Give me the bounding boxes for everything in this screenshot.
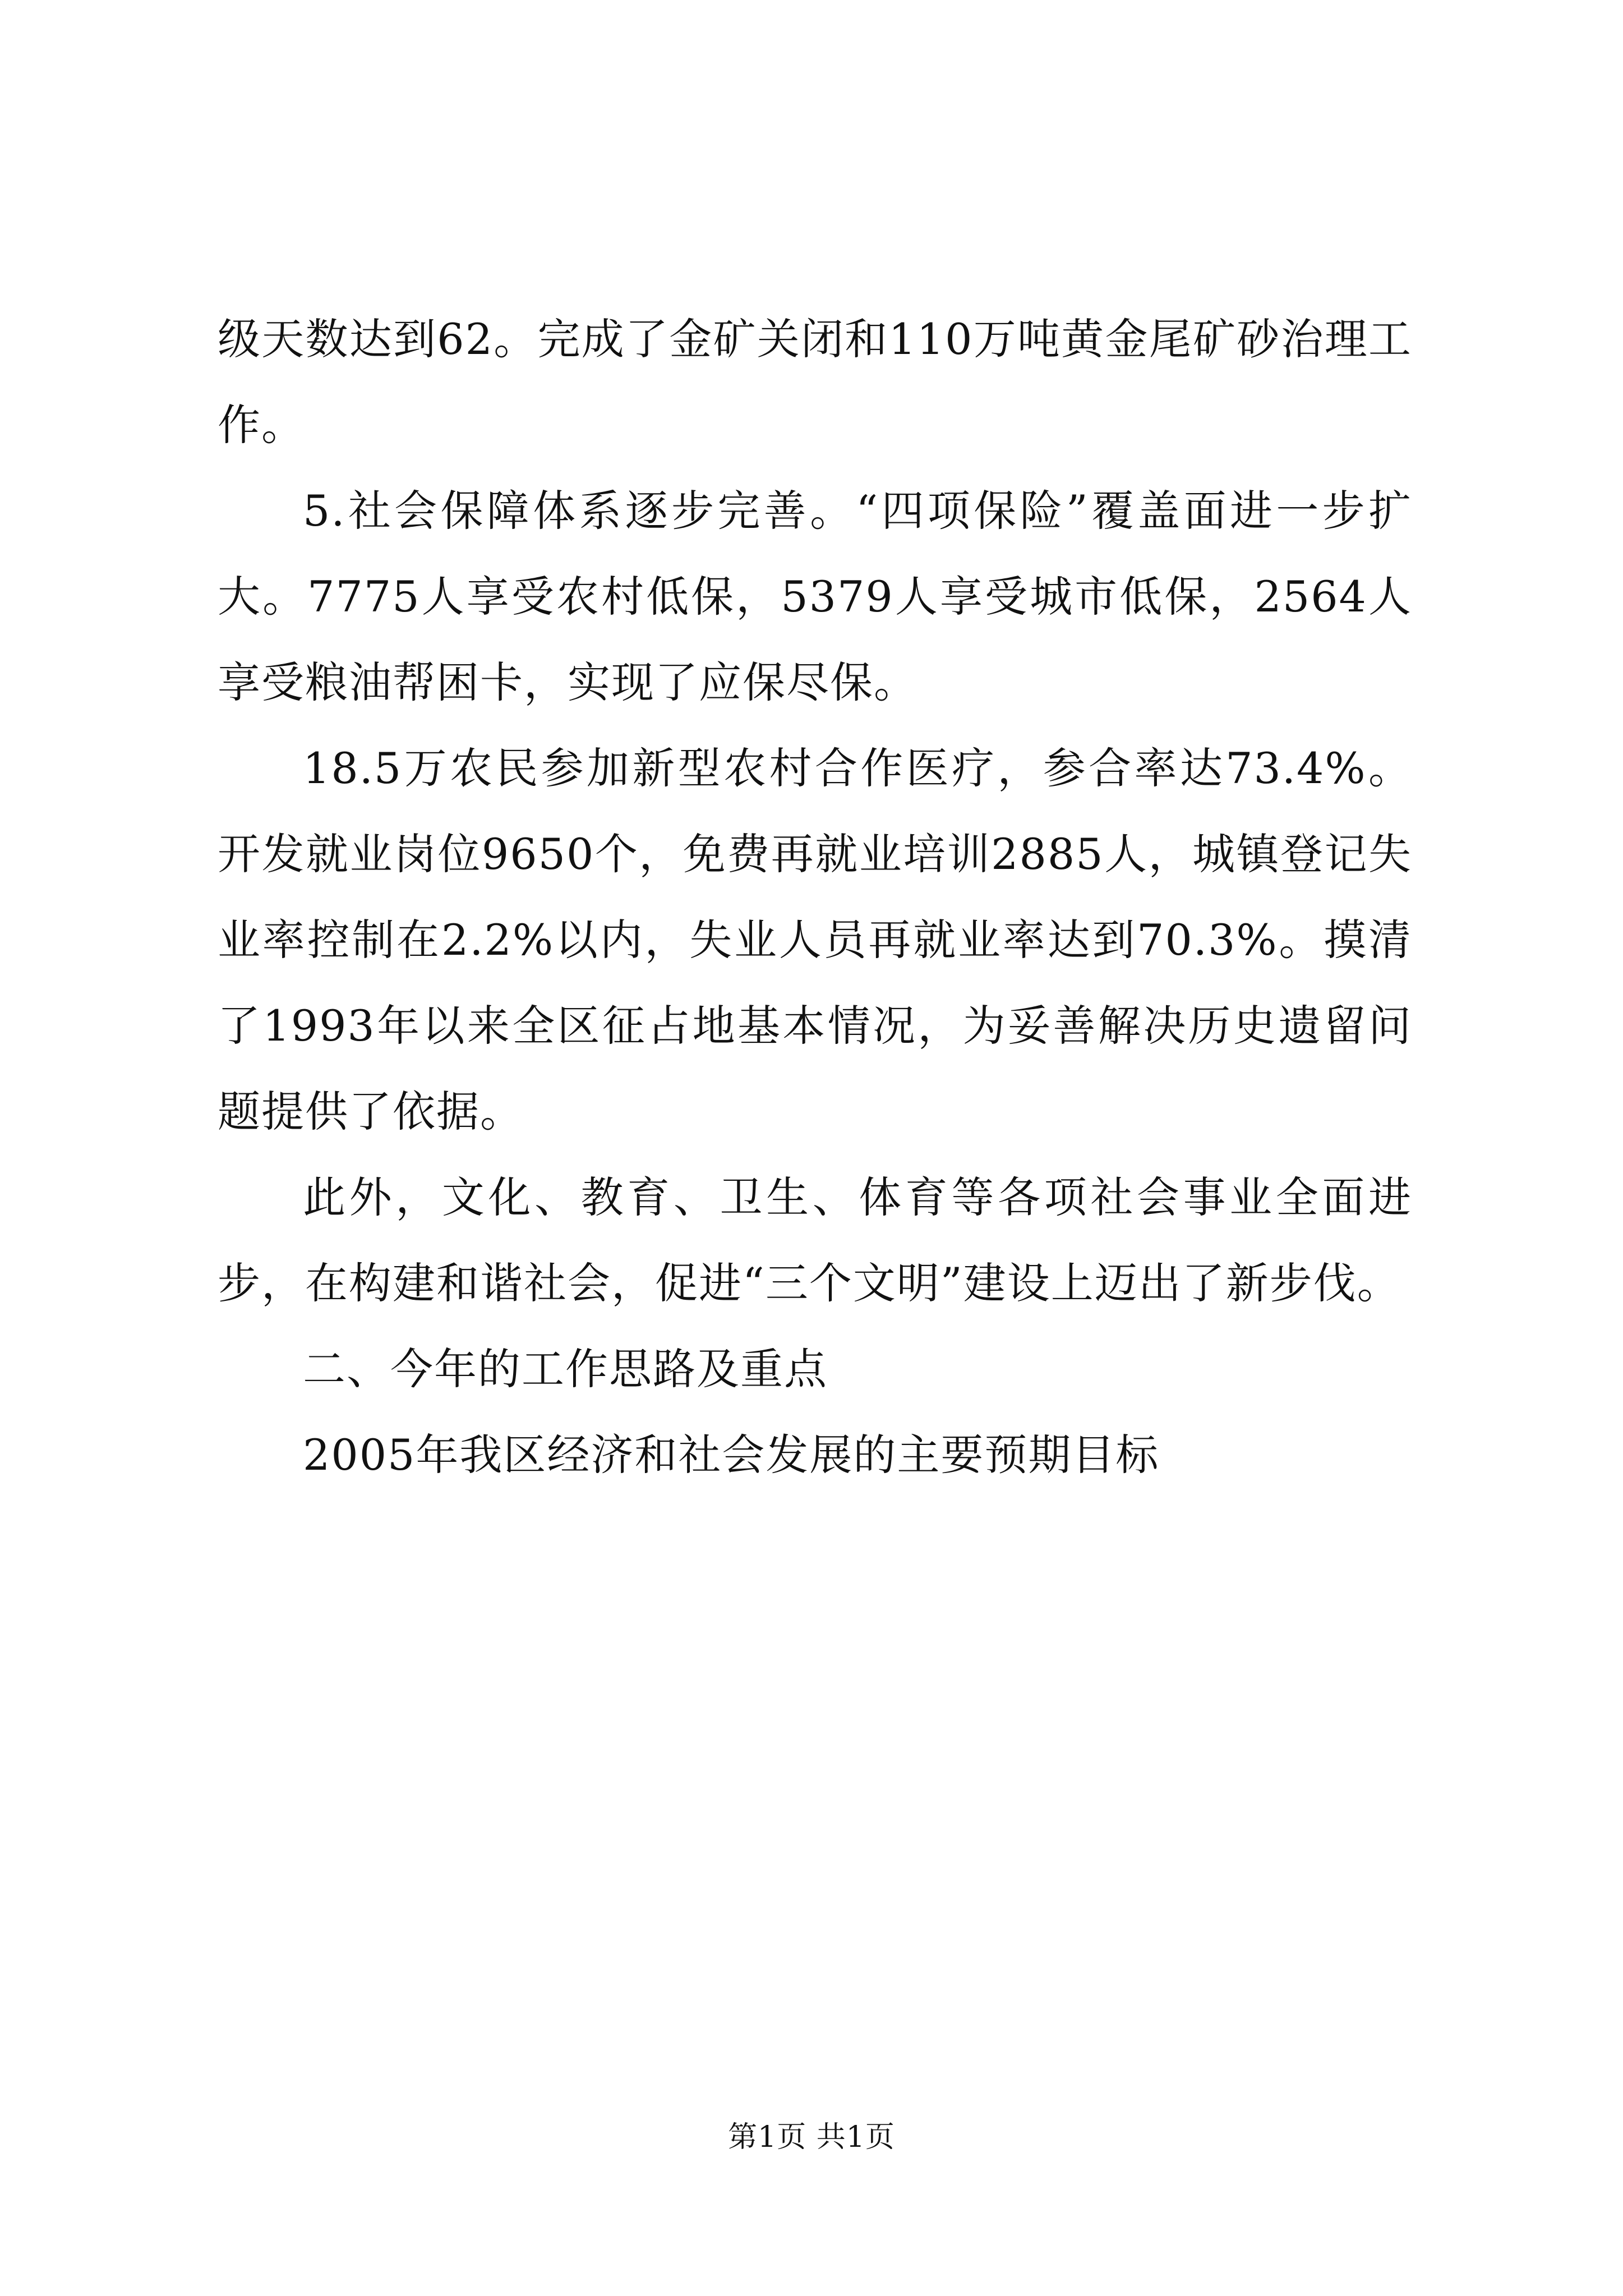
paragraph-social-progress: 此外，文化、教育、卫生、体育等各项社会事业全面进步，在构建和谐社会，促进“三个文明”建设上迈出了新步伐。	[218, 1172, 1412, 1308]
paragraph-medical-employment: 18.5万农民参加新型农村合作医疗，参合率达73.4%。开发就业岗位9650个，免费再就业培训2885人，城镇登记失业率控制在2.2%以内，失业人员再就业率达到70.3%。摸清了1993年以来全区征占地基本情况，为妥善解决历史遗留问题提供了依据。	[218, 743, 1412, 1137]
paragraph-goals-title: 2005年我区经济和社会发展的主要预期目标	[303, 1430, 1160, 1480]
page-footer: 第1页 共1页	[728, 2120, 895, 2154]
section-heading: 二、今年的工作思路及重点	[303, 1344, 828, 1394]
document-body	[218, 296, 1412, 1498]
paragraph-social-security: 5.社会保障体系逐步完善。“四项保险”覆盖面进一步扩大。7775人享受农村低保，5379人享受城市低保，2564人享受粮油帮困卡，实现了应保尽保。	[218, 486, 1412, 707]
paragraph-continuation: 级天数达到62。完成了金矿关闭和110万吨黄金尾矿砂治理工作。	[218, 314, 1412, 450]
